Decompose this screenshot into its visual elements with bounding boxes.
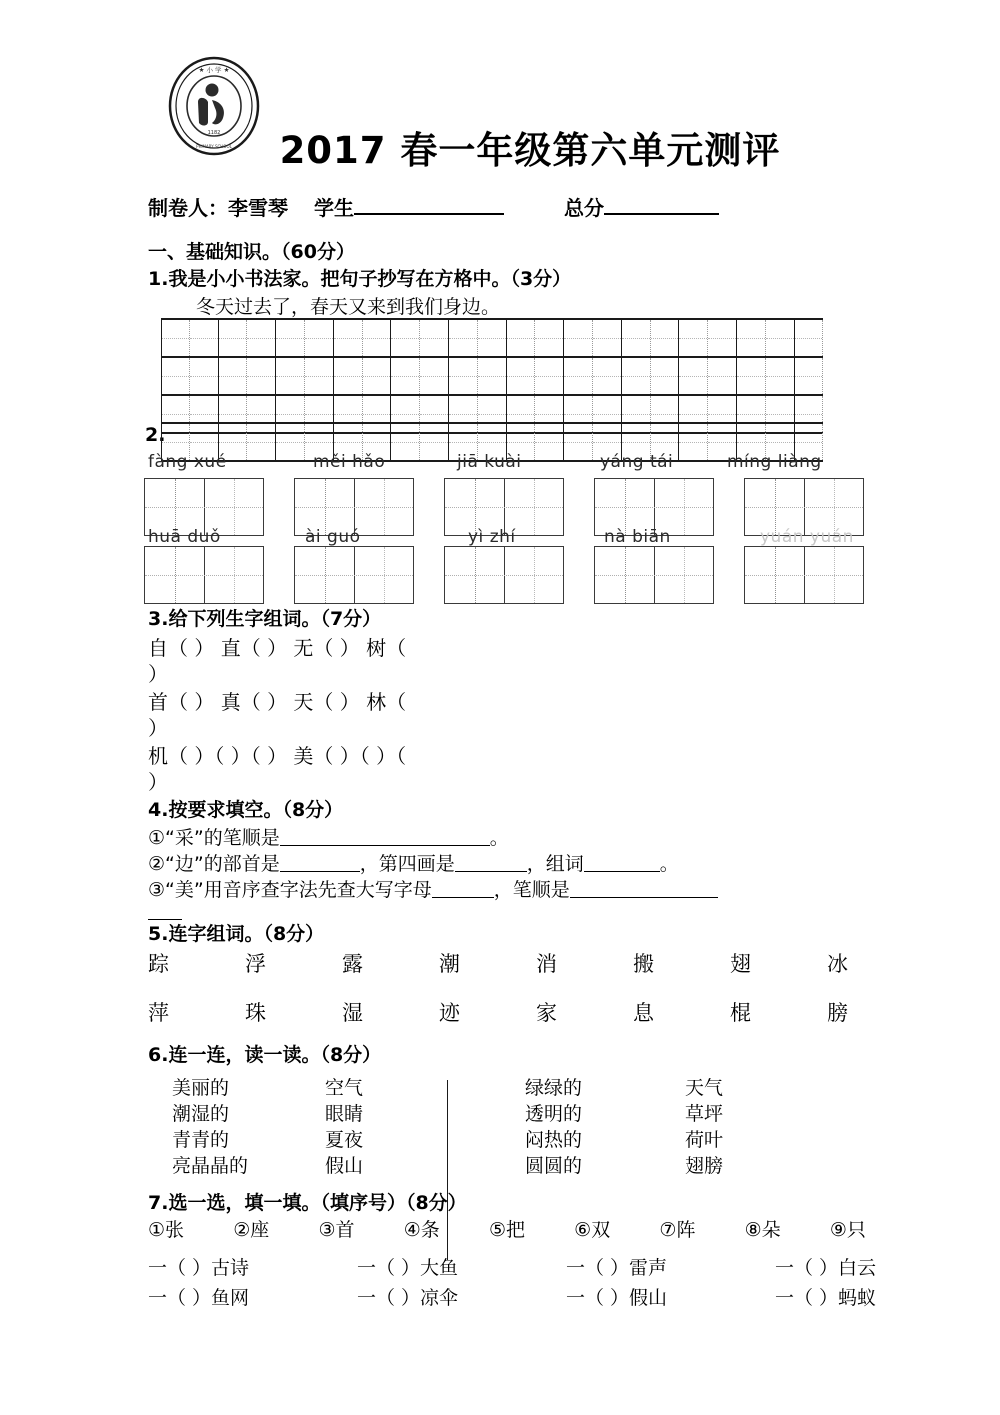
q7-option[interactable]: ⑤把 <box>488 1219 525 1241</box>
grid-cell[interactable] <box>507 320 536 356</box>
q4-blank-2b[interactable] <box>455 856 527 872</box>
grid-cell[interactable] <box>391 358 420 394</box>
vocab-char[interactable]: 迹 <box>439 1001 460 1025</box>
q2-number: 2. <box>145 424 166 446</box>
q4-heading: 4.按要求填空。（8分） <box>148 799 344 821</box>
grid-cell[interactable] <box>391 320 420 356</box>
q3-row-1-wrap: ） <box>148 662 168 686</box>
q4-item-3 <box>148 875 718 902</box>
author-name: 李雪琴 <box>228 196 288 220</box>
q4-item-1-text: ①“采”的笔顺是 <box>148 827 280 849</box>
grid-cell[interactable] <box>651 320 680 356</box>
match-item[interactable]: 假山 <box>325 1155 364 1177</box>
pinyin-box-1b[interactable] <box>144 546 264 604</box>
q7-blank-item[interactable]: 一（ ）白云 <box>774 1257 876 1279</box>
q2-pinyin-4: yáng tái <box>600 452 674 472</box>
vocab-char[interactable]: 露 <box>342 952 363 976</box>
q6-right-adjectives[interactable] <box>525 1075 582 1179</box>
q4-item-1-end: 。 <box>489 827 509 849</box>
vocab-char[interactable]: 踪 <box>148 952 169 976</box>
match-item[interactable]: 透明的 <box>525 1103 583 1125</box>
vocab-char[interactable]: 膀 <box>827 1001 848 1025</box>
pinyin-box-5b[interactable] <box>744 546 864 604</box>
grid-cell[interactable] <box>420 320 449 356</box>
total-score-field[interactable] <box>604 198 719 215</box>
match-item[interactable]: 美丽的 <box>172 1077 230 1099</box>
q7-option[interactable]: ②座 <box>233 1219 270 1241</box>
match-item[interactable]: 眼睛 <box>325 1103 364 1125</box>
grid-cell[interactable] <box>276 424 305 460</box>
q3-row-3-wrap: ） <box>148 770 168 794</box>
q2-pinyin-9: nà biān <box>604 527 671 547</box>
q7-option[interactable]: ④条 <box>403 1219 440 1241</box>
meta-row <box>148 192 868 221</box>
q4-item-2-text-a: ②“边”的部首是 <box>148 853 280 875</box>
q4-item-2-text-b: ，第四画是 <box>359 853 455 875</box>
match-item[interactable]: 草坪 <box>685 1103 724 1125</box>
vocab-char[interactable]: 萍 <box>148 1001 169 1025</box>
grid-cell[interactable] <box>651 358 680 394</box>
q4-blank-3a[interactable] <box>432 882 494 898</box>
grid-cell[interactable] <box>449 358 478 394</box>
match-item[interactable]: 绿绿的 <box>525 1077 583 1099</box>
grid-cell[interactable] <box>247 320 276 356</box>
match-item[interactable]: 闷热的 <box>525 1129 583 1151</box>
grid-cell[interactable] <box>276 320 305 356</box>
grid-cell[interactable] <box>247 424 276 460</box>
vocab-char[interactable]: 潮 <box>439 952 460 976</box>
grid-cell[interactable] <box>795 358 824 394</box>
q7-blank-item[interactable]: 一（ ）大鱼 <box>356 1257 459 1279</box>
grid-cell[interactable] <box>334 320 363 356</box>
grid-cell[interactable] <box>391 424 420 460</box>
vocab-char[interactable]: 冰 <box>827 952 848 976</box>
pinyin-box-2b[interactable] <box>294 546 414 604</box>
svg-text:1182: 1182 <box>207 130 221 136</box>
grid-cell[interactable] <box>334 358 363 394</box>
grid-cell[interactable] <box>622 358 651 394</box>
q4-blank-2c[interactable] <box>584 856 660 872</box>
q2-pinyin-10: yuán yuán <box>760 527 854 547</box>
grid-cell[interactable] <box>795 320 824 356</box>
match-item[interactable]: 圆圆的 <box>525 1155 583 1177</box>
q7-option[interactable]: ①张 <box>148 1219 185 1241</box>
grid-cell[interactable] <box>564 320 593 356</box>
grid-cell[interactable] <box>535 358 564 394</box>
q5-char-row-1 <box>148 948 848 978</box>
grid-cell[interactable] <box>564 424 593 460</box>
vocab-char[interactable]: 棍 <box>730 1001 751 1025</box>
q2-pinyin-2: měi hǎo <box>313 452 386 472</box>
grid-cell[interactable] <box>708 358 737 394</box>
q7-option[interactable]: ⑥双 <box>574 1219 611 1241</box>
grid-cell[interactable] <box>679 424 708 460</box>
page-title: 2017 春一年级第六单元测评 <box>279 129 781 172</box>
match-item[interactable]: 翅膀 <box>685 1155 724 1177</box>
grid-cell[interactable] <box>219 320 248 356</box>
q4-item-3-text-b: ，笔顺是 <box>493 879 570 901</box>
author-label: 制卷人： <box>148 196 228 220</box>
grid-cell[interactable] <box>766 358 795 394</box>
match-item[interactable]: 潮湿的 <box>172 1103 230 1125</box>
match-item[interactable]: 夏夜 <box>325 1129 364 1151</box>
match-item[interactable]: 荷叶 <box>685 1129 724 1151</box>
vocab-char[interactable]: 息 <box>633 1001 654 1025</box>
q2-pinyin-7: ài guó <box>305 527 361 547</box>
q7-option[interactable]: ⑨只 <box>829 1219 866 1241</box>
grid-cell[interactable] <box>276 358 305 394</box>
q6-left-adjectives[interactable] <box>172 1075 248 1179</box>
q2-pinyin-8: yì zhí <box>468 527 516 547</box>
grid-cell[interactable] <box>449 320 478 356</box>
q7-blank-item[interactable]: 一（ ）假山 <box>565 1287 668 1309</box>
grid-cell[interactable] <box>507 358 536 394</box>
grid-cell[interactable] <box>535 320 564 356</box>
grid-cell[interactable] <box>190 320 219 356</box>
q2-pinyin-3: jiā kuài <box>457 452 522 472</box>
grid-cell[interactable] <box>420 424 449 460</box>
part-1-heading: 一、基础知识。（60分） <box>148 241 355 263</box>
grid-cell[interactable] <box>737 320 766 356</box>
q7-blank-item[interactable]: 一（ ）蚂蚁 <box>774 1287 876 1309</box>
svg-text:PRIMARY SCHOOL: PRIMARY SCHOOL <box>196 144 232 149</box>
student-label: 学生 <box>314 196 354 220</box>
q4-item-2-end: 。 <box>659 853 679 875</box>
grid-cell[interactable] <box>478 358 507 394</box>
vocab-char[interactable]: 浮 <box>245 952 266 976</box>
grid-row[interactable] <box>161 318 823 358</box>
grid-cell[interactable] <box>247 358 276 394</box>
vocab-char[interactable]: 珠 <box>245 1001 266 1025</box>
q4-item-3-text-a: ③“美”用音序查字法先查大写字母 <box>148 879 432 901</box>
grid-cell[interactable] <box>420 358 449 394</box>
q7-option[interactable]: ③首 <box>318 1219 355 1241</box>
vocab-char[interactable]: 翅 <box>730 952 751 976</box>
q2-pinyin-1: fàng xué <box>148 452 227 472</box>
grid-cell[interactable] <box>679 320 708 356</box>
grid-cell[interactable] <box>708 320 737 356</box>
grid-row[interactable] <box>161 358 823 396</box>
grid-cell[interactable] <box>593 320 622 356</box>
grid-cell[interactable] <box>622 320 651 356</box>
q1-writing-grid[interactable] <box>161 318 823 434</box>
svg-text:★ 小 学 ★: ★ 小 学 ★ <box>198 66 230 74</box>
q7-option[interactable]: ⑧朵 <box>744 1219 781 1241</box>
q1-sentence: 冬天过去了，春天又来到我们身边。 <box>196 296 501 318</box>
q7-blank-item[interactable]: 一（ ）凉伞 <box>356 1287 459 1309</box>
grid-cell[interactable] <box>679 358 708 394</box>
grid-cell[interactable] <box>478 320 507 356</box>
pinyin-box-3b[interactable] <box>444 546 564 604</box>
grid-cell[interactable] <box>363 320 392 356</box>
match-item[interactable]: 亮晶晶的 <box>172 1155 249 1177</box>
q1-heading: 1.我是小小书法家。把句子抄写在方格中。（3分） <box>148 268 572 290</box>
q4-item-2 <box>148 849 679 876</box>
grid-cell[interactable] <box>593 358 622 394</box>
grid-cell[interactable] <box>161 320 190 356</box>
grid-cell[interactable] <box>737 358 766 394</box>
grid-cell[interactable] <box>190 358 219 394</box>
q2-pinyin-6: huā duǒ <box>148 527 221 547</box>
student-field[interactable] <box>354 198 504 215</box>
grid-cell[interactable] <box>766 320 795 356</box>
q3-row-2-wrap: ） <box>148 716 168 740</box>
q4-blank-3c[interactable] <box>148 904 182 920</box>
q3-row-2: 首（ ） 真（ ） 天（ ） 林（ <box>148 690 407 714</box>
q7-heading: 7.选一选，填一填。（填序号）（8分） <box>148 1192 467 1214</box>
grid-cell[interactable] <box>161 358 190 394</box>
vocab-char[interactable]: 湿 <box>342 1001 363 1025</box>
q7-blank-item[interactable]: 一（ ）古诗 <box>148 1257 250 1279</box>
vocab-char[interactable]: 消 <box>536 952 557 976</box>
q7-option[interactable]: ⑦阵 <box>659 1219 696 1241</box>
q6-heading: 6.连一连，读一读。（8分） <box>148 1044 382 1066</box>
q3-row-3: 机（ ）（ ）（ ） 美（ ）（ ）（ <box>148 744 407 768</box>
q3-row-1: 自（ ） 直（ ） 无（ ） 树（ <box>148 636 407 660</box>
grid-cell[interactable] <box>219 358 248 394</box>
q7-row-2[interactable] <box>148 1283 876 1310</box>
match-item[interactable]: 青青的 <box>172 1129 230 1151</box>
q4-item-2-text-c: ，组词 <box>526 853 584 875</box>
grid-cell[interactable] <box>564 358 593 394</box>
q4-blank-3b[interactable] <box>570 882 718 898</box>
vocab-char[interactable]: 搬 <box>633 952 654 976</box>
match-item[interactable]: 空气 <box>325 1077 364 1099</box>
q7-blank-item[interactable]: 一（ ）鱼网 <box>148 1287 250 1309</box>
q6-left-nouns[interactable] <box>325 1075 363 1179</box>
q4-blank-1[interactable] <box>280 830 490 846</box>
q7-blank-item[interactable]: 一（ ）雷声 <box>565 1257 668 1279</box>
q4-blank-2a[interactable] <box>280 856 360 872</box>
q7-row-1[interactable] <box>148 1253 876 1280</box>
q7-options <box>148 1215 866 1242</box>
total-score-label: 总分 <box>564 196 604 220</box>
grid-cell[interactable] <box>305 320 334 356</box>
q3-heading: 3.给下列生字组词。（7分） <box>148 608 382 630</box>
grid-cell[interactable] <box>535 424 564 460</box>
q2-pinyin-5: míng liàng <box>727 452 822 472</box>
vocab-char[interactable]: 家 <box>536 1001 557 1025</box>
q5-heading: 5.连字组词。（8分） <box>148 923 325 945</box>
grid-cell[interactable] <box>305 358 334 394</box>
q6-right-nouns[interactable] <box>685 1075 723 1179</box>
pinyin-box-4b[interactable] <box>594 546 714 604</box>
match-item[interactable]: 天气 <box>685 1077 724 1099</box>
grid-cell[interactable] <box>363 358 392 394</box>
q4-item-1 <box>148 823 509 850</box>
q5-char-row-2 <box>148 997 848 1027</box>
